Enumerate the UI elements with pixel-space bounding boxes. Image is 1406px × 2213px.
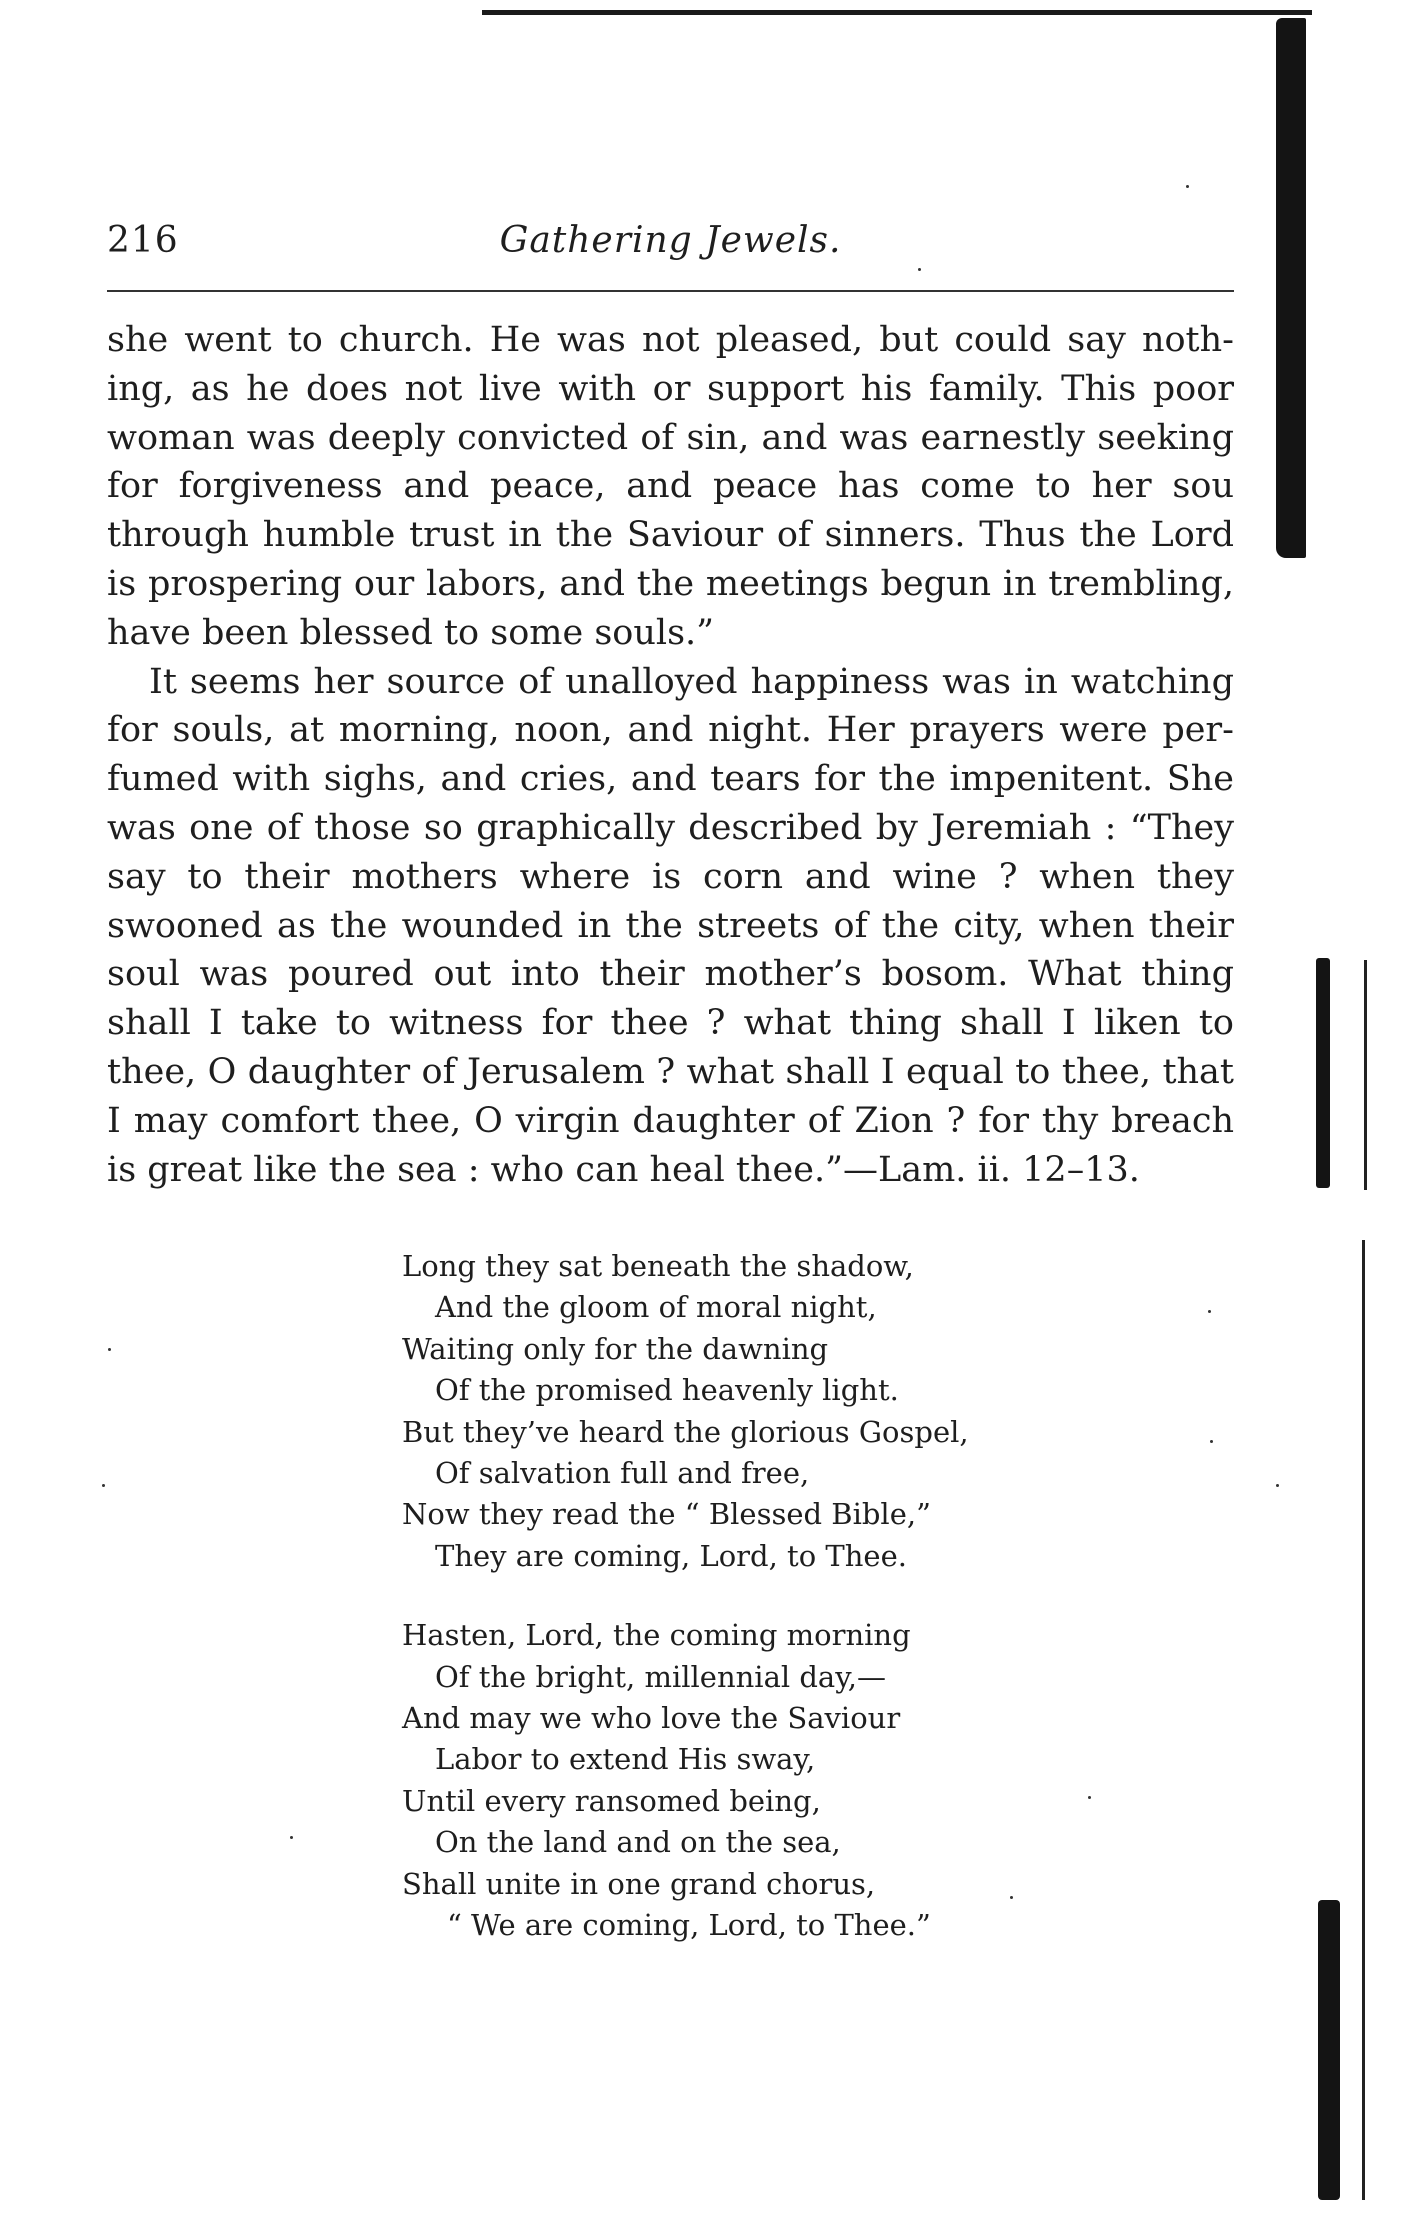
poem-line: Until every ransomed being, — [402, 1783, 821, 1818]
poem — [402, 1246, 1162, 1947]
poem-line: But they’ve heard the glorious Gospel, — [402, 1414, 969, 1449]
poem-line: Labor to extend His sway, — [435, 1742, 816, 1777]
poem-line: Long they sat beneath the shadow, — [402, 1249, 914, 1283]
poem-line: Now they read the “ Blessed Bible,” — [402, 1497, 931, 1532]
poem-stanza — [402, 1615, 1162, 1946]
scan-top-rule — [482, 10, 1312, 15]
scan-speck — [290, 1836, 293, 1839]
poem-line: And may we who love the Saviour — [402, 1701, 901, 1736]
poem-line: Shall unite in one grand chorus, — [402, 1866, 876, 1901]
poem-line: They are coming, Lord, to Thee. — [435, 1538, 907, 1573]
scan-edge-shadow — [1318, 1900, 1340, 2200]
poem-stanza — [402, 1246, 1162, 1577]
poem-line: Of the promised heavenly light. — [435, 1373, 899, 1408]
scan-speck — [102, 1484, 105, 1487]
poem-line: On the land and on the sea, — [435, 1825, 841, 1860]
body-text — [107, 316, 1234, 1194]
scan-speck — [1208, 1310, 1211, 1313]
page-header — [107, 220, 1234, 280]
poem-line: Of salvation full and free, — [435, 1456, 810, 1491]
scan-speck — [108, 1348, 111, 1351]
scan-speck — [1186, 185, 1189, 188]
scan-edge-shadow — [1316, 958, 1330, 1188]
scan-speck — [1276, 1484, 1279, 1487]
poem-line: Waiting only for the dawning — [402, 1331, 829, 1366]
scan-edge-shadow — [1276, 18, 1306, 558]
scan-speck — [1210, 1440, 1213, 1443]
header-rule — [107, 290, 1234, 292]
poem-line: Hasten, Lord, the coming morning — [402, 1618, 911, 1653]
scan-edge-line — [1362, 1240, 1365, 2200]
poem-line: “ We are coming, Lord, to Thee.” — [447, 1908, 931, 1943]
poem-line: Of the bright, millennial day,— — [435, 1659, 886, 1694]
running-head: Gathering Jewels. — [499, 220, 842, 261]
paragraph: It seems her source of unalloyed happiness was in watching for souls, at morning, noon, and night. Her prayers were per-fumed with sighs, and cries, and tears for the impenitent. She was one of those so graphically described by Jeremiah : “They say to their mothers where is corn and wine ? when they swooned as the wounded in the streets of the city, when their soul was poured out into their mother’s bosom. What thing shall I take to witness for thee ? what thing shall I liken to thee, O daughter of Jerusalem ? what shall I equal to thee, that I may comfort thee, O virgin daughter of Zion ? for thy breach is great like the sea : who can heal thee.”—Lam. ii. 12–13. — [107, 661, 1234, 1190]
poem-line: And the gloom of moral night, — [435, 1290, 877, 1325]
scan-edge-line — [1364, 960, 1367, 1190]
paragraph: she went to church. He was not pleased, but could say noth-ing, as he does not live with or support his family. This poor woman was deeply convicted of sin, and was earnestly seeking for forgiveness and peace, and peace has come to her sou through humble trust in the Saviour of sinners. Thus the Lord is prospering our labors, and the meetings begun in trembling, have been blessed to some souls.” — [107, 320, 1234, 653]
page-number: 216 — [107, 220, 179, 261]
